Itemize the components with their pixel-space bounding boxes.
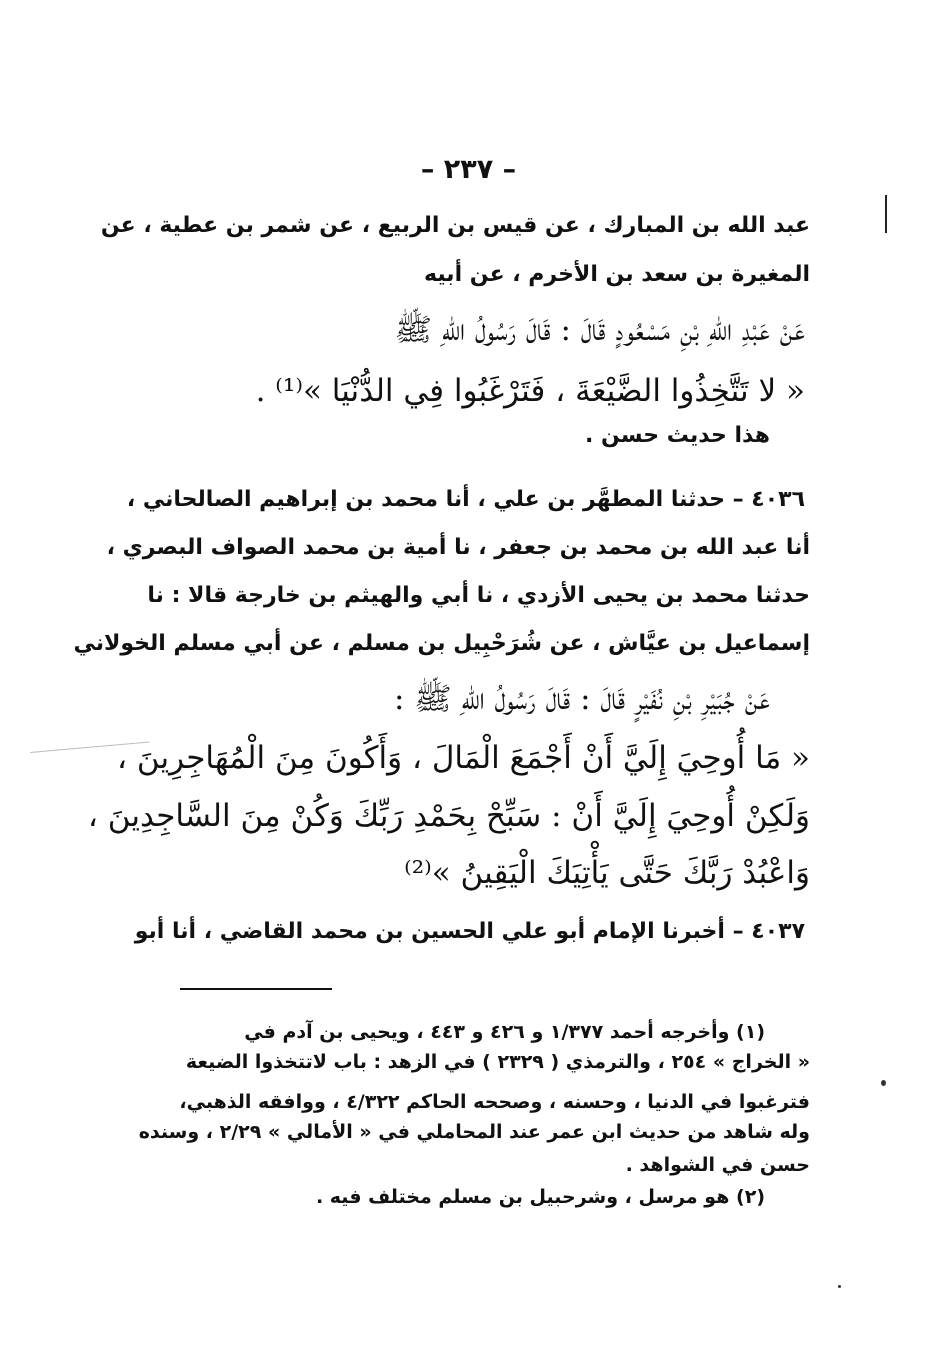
grading-line: هذا حديث حسن . xyxy=(585,423,770,448)
hadith-line: عَنْ جُبَيْرِ بْنِ نُفَيْرٍ قَالَ : قَالَ رَسُولُ اللهِ ﷺ : xyxy=(393,681,770,717)
hadith-line: وَلَكِنْ أُوحِيَ إِلَيَّ أَنْ : سَبِّحْ بِحَمْدِ رَبِّكَ وَكُنْ مِنَ السَّاجِدِينَ ، xyxy=(87,798,810,834)
text-line: إسماعيل بن عيَّاش ، عن شُرَحْبِيل بن مسلم ، عن أبي مسلم الخولاني xyxy=(73,631,810,656)
footnote-line: فترغبوا في الدنيا ، وحسنه ، وصححه الحاكم ٤/٣٢٢ ، ووافقه الذهبي، xyxy=(179,1091,810,1113)
footnote-line: « الخراج » ٢٥٤ ، والترمذي ( ٢٣٢٩ ) في الزهد : باب لاتتخذوا الضيعة xyxy=(185,1051,810,1073)
footnote-line: (١) وأخرجه أحمد ١/٣٧٧ و ٤٢٦ و ٤٤٣ ، ويحيى بن آدم في xyxy=(244,1021,765,1043)
hadith-line: وَاعْبُدْ رَبَّكَ حَتَّى يَأْتِيَكَ الْيَقِينُ »⁽²⁾ xyxy=(404,855,810,891)
footnotes xyxy=(138,0,810,1250)
text-line: حدثنا محمد بن يحيى الأزدي ، نا أبي والهيثم بن خارجة قالا : نا xyxy=(147,583,810,608)
scan-speck xyxy=(881,1080,886,1086)
footnote-line: حسن في الشواهد . xyxy=(625,1154,810,1176)
margin-mark xyxy=(885,195,887,233)
text-line: ٤٠٣٦ – حدثنا المطهَّر بن علي ، أنا محمد بن إبراهيم الصالحاني ، xyxy=(126,487,805,512)
scan-speck xyxy=(838,1285,841,1288)
page-number: – ٢٣٧ – xyxy=(420,154,517,185)
footnote-line: (٢) هو مرسل ، وشرحبيل بن مسلم مختلف فيه . xyxy=(315,1186,765,1208)
hadith-line: « مَا أُوحِيَ إِلَيَّ أَنْ أَجْمَعَ الْمَالَ ، وَأَكُونَ مِنَ الْمُهَاجِرِينَ ، xyxy=(117,740,810,776)
text-line: عبد الله بن المبارك ، عن قيس بن الربيع ، عن شمر بن عطية ، عن xyxy=(100,213,810,238)
hadith-line: « لا تَتَّخِذُوا الضَّيْعَةَ ، فَتَرْغَبُوا فِي الدُّنْيَا »⁽¹⁾ . xyxy=(255,373,805,409)
footnote-line: وله شاهد من حديث ابن عمر عند المحاملي في « الأمالي » ٢/٢٩ ، وسنده xyxy=(138,1121,810,1143)
text-line: ٤٠٣٧ – أخبرنا الإمام أبو علي الحسين بن محمد القاضي ، أنا أبو xyxy=(134,919,805,944)
hadith-line: عَنْ عَبْدِ اللهِ بْنِ مَسْعُودٍ قَالَ : قَالَ رَسُولُ اللهِ ﷺ xyxy=(394,312,805,348)
text-line: أنا عبد الله بن محمد بن جعفر ، نا أمية بن محمد الصواف البصري ، xyxy=(106,535,810,560)
text-line: المغيرة بن سعد بن الأخرم ، عن أبيه xyxy=(423,262,810,287)
